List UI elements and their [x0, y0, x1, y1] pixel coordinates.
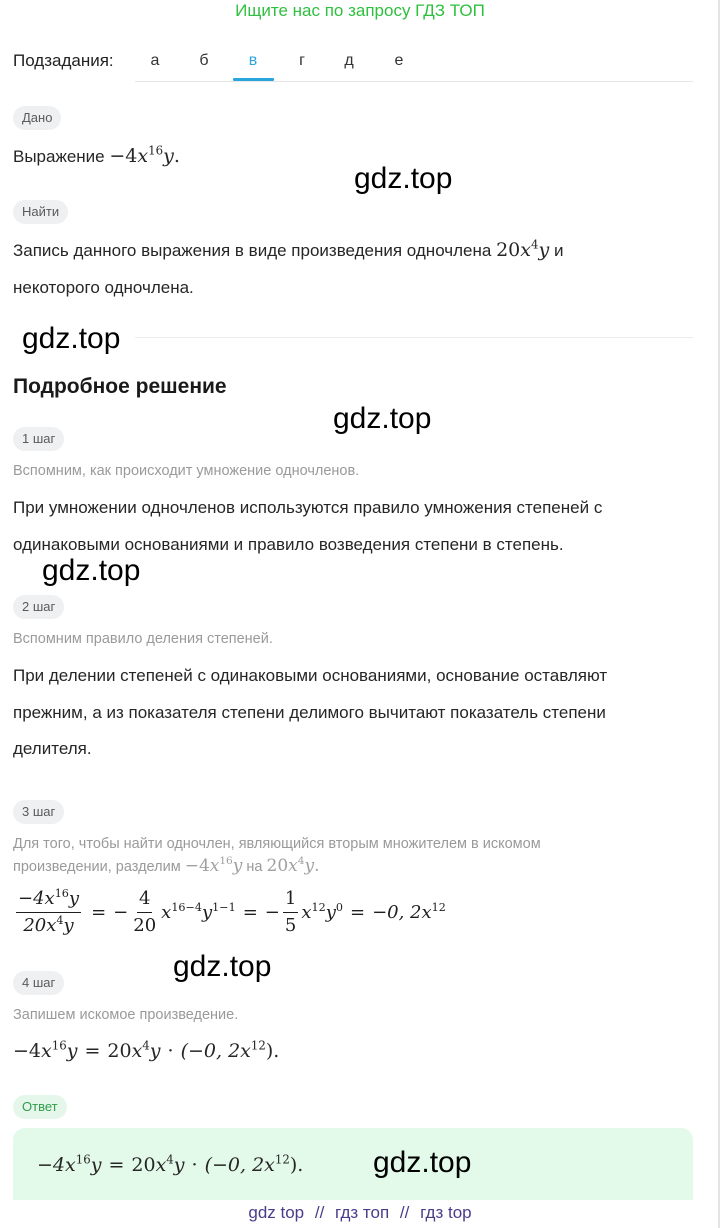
step-2-line-1: При делении степеней с одинаковыми основаниями, основание оставляют	[13, 666, 608, 685]
step-3-chip: 3 шаг	[13, 800, 64, 824]
section-divider	[135, 337, 693, 338]
result-term: −0, $2x^{12}$	[372, 900, 446, 923]
find-monomial: $20x^4y$	[496, 237, 550, 261]
active-tab-indicator	[233, 78, 274, 81]
watermark: gdz.top	[373, 1146, 472, 1179]
step-3-formula	[13, 884, 446, 940]
find-and: и	[553, 241, 564, 260]
minus-sign: −	[264, 901, 280, 923]
watermark: gdz.top	[173, 950, 272, 983]
step-3-hint-expr-1: $-4x^{16}y$	[184, 855, 243, 876]
watermark: gdz.top	[22, 322, 121, 355]
tab-a[interactable]: а	[150, 52, 160, 69]
find-line-2: некоторого одночлена.	[13, 278, 194, 297]
footer-separator: //	[314, 1203, 325, 1222]
step-2-line-2: прежним, а из показателя степени делимого вычитают показатель степени	[13, 703, 606, 722]
step-3-hint-on: на	[246, 859, 263, 875]
watermark: gdz.top	[354, 162, 453, 195]
step-3-hint-text: произведении, разделим	[13, 859, 181, 875]
equals-sign: =	[242, 901, 258, 923]
tab-g[interactable]: г	[299, 52, 305, 69]
find-chip: Найти	[13, 200, 68, 224]
answer-chip: Ответ	[13, 1095, 67, 1119]
search-banner[interactable]: Ищите нас по запросу ГДЗ ТОП	[235, 1, 485, 20]
equals-sign: =	[91, 901, 107, 923]
given-text	[13, 138, 180, 175]
subtask-tabs	[135, 44, 693, 82]
footer-links	[0, 1202, 720, 1224]
given-label: Выражение	[13, 147, 105, 166]
answer-formula: $-4x^{16}y = 20x^4y \cdot (-0$, $2x^{12}$).	[37, 1152, 304, 1176]
equals-sign: =	[349, 901, 366, 923]
footer-link-gdz-top-mixed[interactable]: гдз top	[420, 1203, 472, 1222]
tab-b[interactable]: б	[199, 52, 209, 69]
answer-box	[13, 1128, 693, 1200]
step-2-chip: 2 шаг	[13, 595, 64, 619]
step-1-line-2: одинаковыми основаниями и правило возведения степени в степень.	[13, 535, 564, 554]
watermark: gdz.top	[333, 402, 432, 435]
footer-separator: //	[399, 1203, 410, 1222]
given-chip: Дано	[13, 106, 61, 130]
solution-heading: Подробное решение	[13, 375, 227, 398]
step-4-chip: 4 шаг	[13, 971, 64, 995]
watermark: gdz.top	[42, 554, 141, 587]
minus-sign: −	[113, 901, 129, 923]
step-2-hint: Вспомним правило деления степеней.	[13, 631, 273, 647]
fraction-3: $\frac{1}{5}$	[284, 887, 297, 936]
step-1-hint: Вспомним, как происходит умножение одночленов.	[13, 463, 360, 479]
power-term-2: $x^{12}y^0$	[301, 900, 343, 923]
step-3-hint-line-2	[13, 855, 319, 878]
step-1-chip: 1 шаг	[13, 427, 64, 451]
fraction-1: $\frac{-4x^{16}y}{20x^4y}$	[18, 886, 80, 936]
tab-e[interactable]: е	[394, 52, 404, 69]
step-2-line-3: делителя.	[13, 739, 92, 758]
footer-link-gdz-top[interactable]: gdz top	[248, 1203, 305, 1222]
find-line-1	[13, 232, 563, 269]
subtasks-label: Подзадания:	[13, 51, 114, 70]
step-4-hint: Запишем искомое произведение.	[13, 1007, 239, 1023]
fraction-2: $\frac{4}{20}$	[133, 887, 157, 936]
given-expression: $-4x^{16}y$.	[109, 143, 180, 167]
step-4-formula	[13, 1033, 279, 1070]
step-4-expression: $-4x^{16}y = 20x^4y \cdot (-0$, $2x^{12}$).	[13, 1038, 280, 1062]
tab-v[interactable]: в	[248, 52, 258, 69]
step-3-hint-line-1: Для того, чтобы найти одночлен, являющийся вторым множителем в искомом	[13, 836, 541, 852]
step-1-line-1: При умножении одночленов используются правило умножения степеней с	[13, 498, 603, 517]
find-text: Запись данного выражения в виде произведения одночлена	[13, 241, 492, 260]
tab-d[interactable]: д	[344, 52, 354, 69]
step-3-hint-expr-2: $20x^4y$.	[266, 855, 320, 876]
power-term-1: $x^{16-4}y^{1-1}$	[161, 900, 236, 923]
footer-link-gdz-top-ru[interactable]: гдз топ	[335, 1203, 390, 1222]
